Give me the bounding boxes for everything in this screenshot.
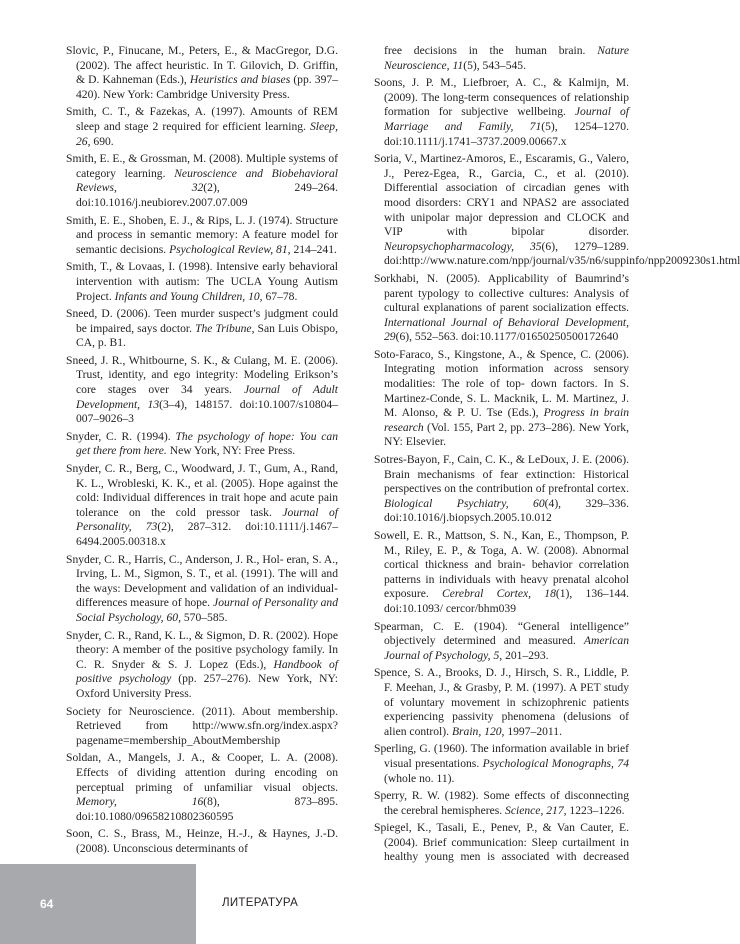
running-footer-title: ЛИТЕРАТУРА [222,897,299,909]
reference-entry: Sperry, R. W. (1982). Some effects of disconnecting the cerebral hemispheres. Science, 217, 1223–1226. [374,789,629,817]
reference-entry: Smith, E. E., Shoben, E. J., & Rips, L. J. (1974). Structure and process in semantic memory: A feature model for semantic decisions. Psychological Review, 81, 214–241. [66,213,338,256]
reference-entry: Snyder, C. R., Berg, C., Woodward, J. T., Gum, A., Rand, K. L., Wrobleski, K. K., et al. (2005). Hope against the cold: Individual differences in trait hope and acute pain tolerance on the cold pressor task. Journal of Personality, 73(2), 287–312. doi:10.1111/j.1467–6494.2005.00318.x [66,462,338,548]
reference-entry: Soto-Faraco, S., Kingstone, A., & Spence, C. (2006). Integrating motion information across sensory modalities: The role of top- down factors. In S. Martinez-Conde, S. L. Macknik, L. M. Martinez, J. M. Alonso, & P. U. Tse (Eds.), Progress in brain research (Vol. 155, Part 2, pp. 273–286). New York, NY: Elsevier. [374,347,629,449]
right-column [374,44,740,883]
reference-entry-continued: free decisions in the human brain. Nature Neuroscience, 11(5), 543–545. [384,44,629,72]
reference-entry: Smith, T., & Lovaas, I. (1998). Intensive early behavioral intervention with autism: The UCLA Young Autism Project. Infants and Young Children, 10, 67–78. [66,260,338,303]
reference-entry: Soons, J. P. M., Liefbroer, A. C., & Kalmijn, M. (2009). The long-term consequences of relationship formation for subjective wellbeing. Journal of Marriage and Family, 71(5), 1254–1270. doi:10.1111/j.1741–3737.2009.00667.x [374,76,630,148]
reference-entry: Soon, C. S., Brass, M., Heinze, H.-J., & Haynes, J.-D. (2008). Unconscious determinants of [66,827,338,855]
reference-entry: Sowell, E. R., Mattson, S. N., Kan, E., Thompson, P. M., Riley, E. P., & Toga, A. W. (2008). Abnormal cortical thickness and brain- behavior correlation patterns in individuals with heavy prenatal alcohol exposure. Cerebral Cortex, 18(1), 136–144. doi:10.1093/ cercor/bhm039 [374,529,629,615]
reference-entry: Spearman, C. E. (1904). “General intelligence” objectively determined and measured. American Journal of Psychology, 5, 201–293. [374,619,629,662]
reference-entry: Sperling, G. (1960). The information available in brief visual presentations. Psychological Monographs, 74 (whole no. 11). [374,742,630,785]
reference-entry: Snyder, C. R. (1994). The psychology of hope: You can get there from here. New York, NY: Free Press. [66,429,338,458]
reference-entry: Sneed, J. R., Whitbourne, S. K., & Culang, M. E. (2006). Trust, identity, and ego integrity: Modeling Erikson’s core stages over 34 years. Journal of Adult Development, 13(3–4), 148157. doi:10.1007/s10804–007–9026–3 [66,353,339,426]
reference-entry: Snyder, C. R., Harris, C., Anderson, J. R., Hol- eran, S. A., Irving, L. M., Sigmon, S. T., et al. (1991). The will and the ways: Development and validation of an individual-differences measure of hope. Journal of Personality and Social Psychology, 60, 570–585. [66,552,338,624]
reference-entry: Sotres-Bayon, F., Cain, C. K., & LeDoux, J. E. (2006). Brain mechanisms of fear extinction: Historical perspectives on the contribution of prefrontal cortex. Biological Psychiatry, 60(4), 329–336. doi:10.1016/j.biopsych.2005.10.012 [374,453,630,525]
reference-entry: Snyder, C. R., Rand, K. L., & Sigmon, D. R. (2002). Hope theory: A member of the positive psychology family. In C. R. Snyder & S. J. Lopez (Eds.), Handbook of positive psychology (pp. 257–276). New York, NY: Oxford University Press. [66,628,338,700]
left-column [66,44,338,859]
reference-entry: Spence, S. A., Brooks, D. J., Hirsch, S. R., Liddle, P. F. Meehan, J., & Grasby, P. M. (1997). A PET study of voluntary movement in schizophrenic patients experiencing passivity phenomena (delusions of alien control). Brain, 120, 1997–2011. [374,666,629,738]
reference-entry: Society for Neuroscience. (2011). About membership. Retrieved from http://www.sfn.org/index.aspx?pagename=membership_AboutMembership [66,704,338,747]
reference-entry: Smith, E. E., & Grossman, M. (2008). Multiple systems of category learning. Neuroscience and Biobehavioral Reviews, 32(2), 249–264. doi:10.1016/j.neubiorev.2007.07.009 [66,152,338,209]
reference-entry: Sneed, D. (2006). Teen murder suspect’s judgment could be impaired, says doctor. The Tribune, San Luis Obispo, CA, p. B1. [66,307,338,350]
reference-entry: Soldan, A., Mangels, J. A., & Cooper, L. A. (2008). Effects of dividing attention during encoding on perceptual priming of unfamiliar visual objects. Memory, 16(8), 873–895. doi:10.1080/09658210802360595 [66,751,338,823]
reference-entry: Slovic, P., Finucane, M., Peters, E., & MacGregor, D.G. (2002). The affect heuristic. In T. Gilovich, D. Griffin, & D. Kahneman (Eds.), Heuristics and biases (pp. 397–420). New York: Cambridge University Press. [66,44,338,101]
page-number-block [0,864,196,944]
reference-entry: Soria, V., Martinez-Amoros, E., Escaramis, G., Valero, J., Perez-Egea, R., Garcia, C., et al. (2010). Differential association of circadian genes with mood disorders: CRY1 and NPAS2 are associated with unipolar major depression and CLOCK and VIP with bipolar disorder. Neuropsychopharmacology, 35(6), 1279–1289. doi:http://www.nature.com/npp/journal/v35/n6/suppinfo/npp2009230s1.html [374,152,740,268]
page-number: 64 [40,897,54,911]
reference-entry: Smith, C. T., & Fazekas, A. (1997). Amounts of REM sleep and stage 2 required for efficient learning. Sleep, 26, 690. [66,105,338,148]
reference-entry: Sorkhabi, N. (2005). Applicability of Baumrind’s parent typology to collective cultures: Analysis of cultural explanations of parent socialization effects. International Journal of Behavioral Development, 29(6), 552–563. doi:10.1177/01650250500172640 [374,271,629,344]
reference-entry: Spiegel, K., Tasali, E., Penev, P., & Van Cauter, E. (2004). Brief communication: Sleep curtailment in healthy young men is associated with decreased [374,821,629,864]
